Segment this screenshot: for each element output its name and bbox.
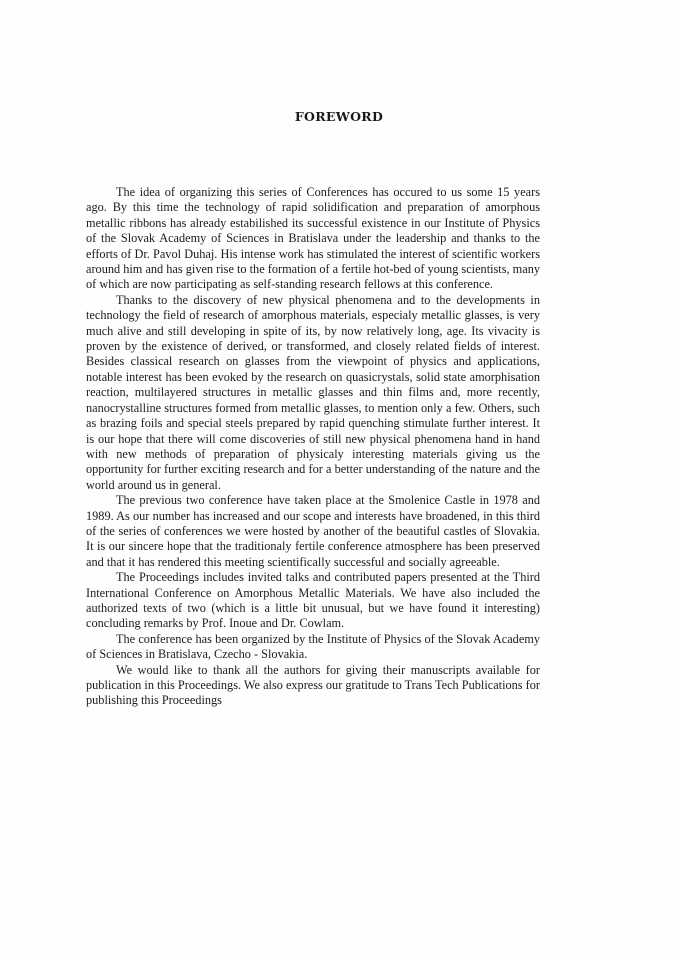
foreword-body bbox=[86, 185, 540, 709]
paragraph: We would like to thank all the authors for giving their manuscripts available for publication in this Proceedings. We also express our gratitude to Trans Tech Publications for publishing this Proceedings bbox=[86, 662, 540, 708]
paragraph: The idea of organizing this series of Conferences has occured to us some 15 years ago. By this time the technology of rapid solidification and preparation of amorphous metallic ribbons has already estabilished its successful existence in our Institute of Physics of the Slovak Academy of Sciences in Bratislava under the leadership and thanks to the efforts of Dr. Pavol Duhaj. His intense work has stimulated the interest of scientific workers around him and has given rise to the formation of a fertile hot-bed of young scientists, many of which are now participating as self-standing research fellows at this conference. bbox=[86, 185, 540, 292]
paragraph: Thanks to the discovery of new physical phenomena and to the developments in technology the field of research of amorphous materials, especialy metallic glasses, is very much alive and still developing in spite of its, by now relatively long, age. Its vivacity is proven by the existence of derived, or transformed, and closely related fields of interest. Besides classical research on glasses from the viewpoint of physics and applications, notable interest has been evoked by the research on quasicrystals, solid state amorphisation reaction, multilayered structures in metallic glasses and thin films and, more recently, nanocrystalline structures formed from metallic glasses, to mention only a few. Others, such as brazing foils and special steels prepared by rapid quenching stimulate further interest. It is our hope that there will come discoveries of still new physical phenomena hand in hand with new methods of preparation of physicaly interesting materials giving us the opportunity for further exciting research and for a better understanding of the nature and the world around us in general. bbox=[86, 292, 540, 492]
paragraph: The previous two conference have taken place at the Smolenice Castle in 1978 and 1989. As our number has increased and our scope and interests have broadened, in this third of the series of conferences we were hosted by another of the beautiful castles of Slovakia. It is our sincere hope that the traditionaly fertile conference atmosphere has been preserved and that it has rendered this meeting scientifically successful and socially agreeable. bbox=[86, 493, 540, 569]
paragraph: The conference has been organized by the Institute of Physics of the Slovak Academy of Sciences in Bratislava, Czecho - Slovakia. bbox=[86, 631, 540, 662]
page-title: FOREWORD bbox=[294, 109, 384, 124]
paragraph: The Proceedings includes invited talks and contributed papers presented at the Third International Conference on Amorphous Metallic Materials. We have also included the authorized texts of two (which is a little bit unusual, but we have found it interesting) concluding remarks by Prof. Inoue and Dr. Cowlam. bbox=[86, 570, 540, 631]
